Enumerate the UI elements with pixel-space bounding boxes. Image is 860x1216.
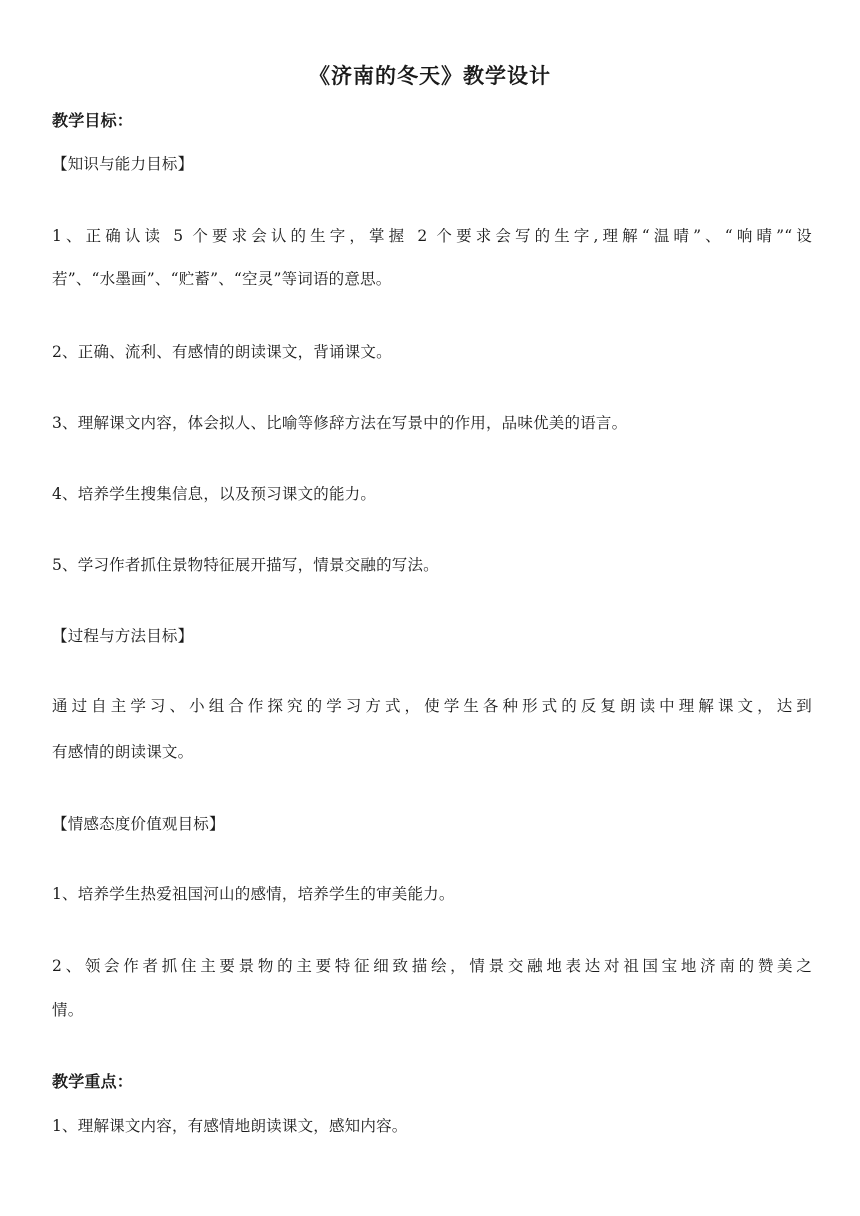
knowledge-item-4: 4、培养学生搜集信息，以及预习课文的能力。 — [52, 485, 377, 503]
knowledge-item-1-line-1: 1、正确认读 5 个要求会认的生字，掌握 2 个要求会写的生字,理解“温晴”、“响晴”“设 — [52, 227, 812, 245]
knowledge-item-1-line-2: 若”、“水墨画”、“贮蓄”、“空灵”等词语的意思。 — [52, 270, 392, 288]
emotion-item-2-line-2: 情。 — [52, 1001, 84, 1019]
goals-heading: 教学目标： — [52, 111, 134, 130]
keypoints-heading: 教学重点： — [52, 1072, 134, 1091]
knowledge-item-5: 5、学习作者抓住景物特征展开描写，情景交融的写法。 — [52, 556, 439, 574]
document-title: 《济南的冬天》教学设计 — [309, 64, 551, 88]
process-paragraph-line-1: 通过自主学习、小组合作探究的学习方式，使学生各种形式的反复朗读中理解课文，达到 — [52, 697, 812, 715]
emotion-item-1: 1、培养学生热爱祖国河山的感情，培养学生的审美能力。 — [52, 885, 455, 903]
knowledge-item-3: 3、理解课文内容，体会拟人、比喻等修辞方法在写景中的作用，品味优美的语言。 — [52, 414, 628, 432]
emotion-goals-heading: 【情感态度价值观目标】 — [52, 815, 225, 833]
process-goals-heading: 【过程与方法目标】 — [52, 627, 194, 645]
knowledge-goals-heading: 【知识与能力目标】 — [52, 155, 194, 173]
process-paragraph-line-2: 有感情的朗读课文。 — [52, 743, 194, 761]
keypoints-item-1: 1、理解课文内容，有感情地朗读课文，感知内容。 — [52, 1117, 408, 1135]
knowledge-item-2: 2、正确、流利、有感情的朗读课文，背诵课文。 — [52, 343, 392, 361]
emotion-item-2-line-1: 2、领会作者抓住主要景物的主要特征细致描绘，情景交融地表达对祖国宝地济南的赞美之 — [52, 957, 812, 975]
